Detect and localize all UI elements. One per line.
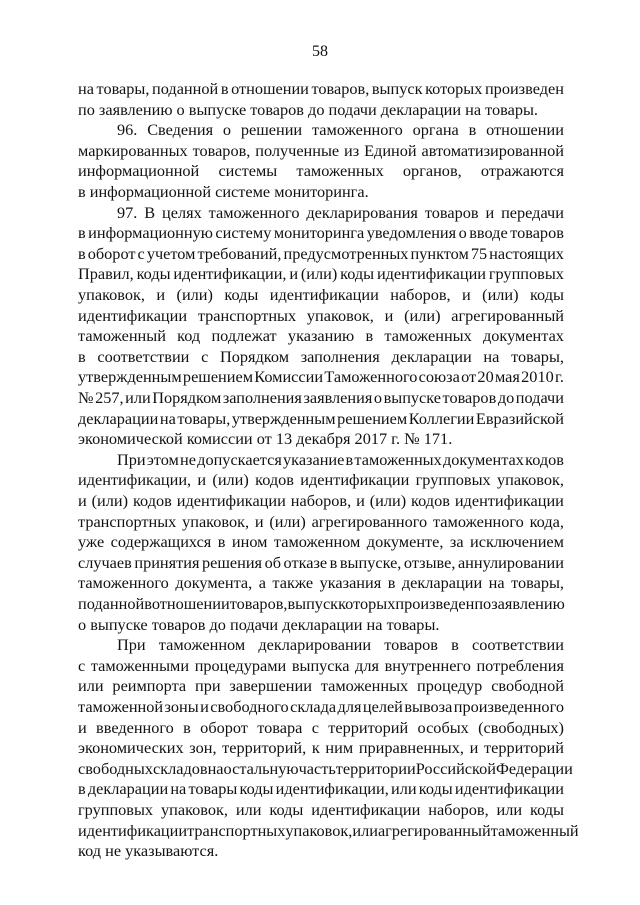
text-line: свободных складов на остальную часть территории Российской Федерации xyxy=(78,758,573,778)
text-line: таможенного документа, а также указания в декларации на товары, xyxy=(78,573,564,593)
text-line: о выпуске товаров до подачи декларации на товары. xyxy=(78,614,440,634)
text-line: экономической комиссии от 13 декабря 2017 г. № 171. xyxy=(78,429,453,449)
text-line: код не указываются. xyxy=(78,841,219,861)
text-line: групповых упаковок, или коды идентификации наборов, или коды xyxy=(78,800,564,819)
text-line: информационной системы таможенных органов, отражаются xyxy=(78,161,564,181)
text-line: и введенного в оборот товара с территорий особых (свободных) xyxy=(78,717,564,737)
page-number: 58 xyxy=(312,43,328,60)
text-line: При таможенном декларировании товаров в соответствии xyxy=(117,635,564,655)
text-line: При этом не допускается указание в таможенных документах кодов xyxy=(117,449,564,469)
text-line: в информационной системе мониторинга. xyxy=(78,182,369,201)
text-line: транспортных упаковок, и (или) агрегированного таможенного кода, xyxy=(78,511,564,531)
text-line: экономических зон, территорий, к ним приравненных, и территорий xyxy=(78,738,564,758)
text-line: 96. Сведения о решении таможенного органа в отношении xyxy=(117,120,564,140)
text-line: идентификации транспортных упаковок, и (или) агрегированный xyxy=(78,305,564,325)
text-line: 97. В целях таможенного декларирования товаров и передачи xyxy=(117,202,564,222)
text-line: декларации на товары, утвержденным решением Коллегии Евразийской xyxy=(78,408,564,428)
text-line: или реимпорта при завершении таможенных процедур свободной xyxy=(78,676,564,696)
text-line: Правил, коды идентификации, и (или) коды идентификации групповых xyxy=(78,264,564,284)
text-line: на товары, поданной в отношении товаров, выпуск которых произведен xyxy=(78,79,564,98)
text-line: случаев принятия решения об отказе в выпуске, отзыве, аннулировании xyxy=(78,552,564,572)
text-line: таможенный код подлежат указанию в таможенных документах xyxy=(78,326,564,346)
text-line: с таможенными процедурами выпуска для внутреннего потребления xyxy=(78,655,564,675)
text-line: маркированных товаров, полученные из Единой автоматизированной xyxy=(78,140,564,160)
text-line: в соответствии с Порядком заполнения декларации на товары, xyxy=(78,346,564,366)
text-line: утвержденным решением Комиссии Таможенного союза от 20 мая 2010 г. xyxy=(78,367,564,387)
text-line: по заявлению о выпуске товаров до подачи декларации на товары. xyxy=(78,99,539,119)
text-line: в информационную систему мониторинга уведомления о вводе товаров xyxy=(78,223,564,243)
text-line: уже содержащихся в ином таможенном документе, за исключением xyxy=(78,532,564,552)
text-line: таможенной зоны и свободного склада для целей вывоза произведенного xyxy=(78,697,564,716)
text-line: № 257, или Порядком заполнения заявления о выпуске товаров до подачи xyxy=(78,388,564,407)
text-line: идентификации транспортных упаковок, или агрегированный таможенный xyxy=(78,820,579,840)
text-line: идентификации, и (или) кодов идентификации групповых упаковок, xyxy=(78,470,564,490)
text-line: в декларации на товары коды идентификации, или коды идентификации xyxy=(78,779,564,799)
text-line: в оборот с учетом требований, предусмотренных пунктом 75 настоящих xyxy=(78,243,564,263)
text-line: упаковок, и (или) коды идентификации наборов, и (или) коды xyxy=(78,285,564,304)
text-line: поданной в отношении товаров, выпуск которых произведен по заявлению xyxy=(78,594,565,613)
text-line: и (или) кодов идентификации наборов, и (или) кодов идентификации xyxy=(78,491,564,510)
